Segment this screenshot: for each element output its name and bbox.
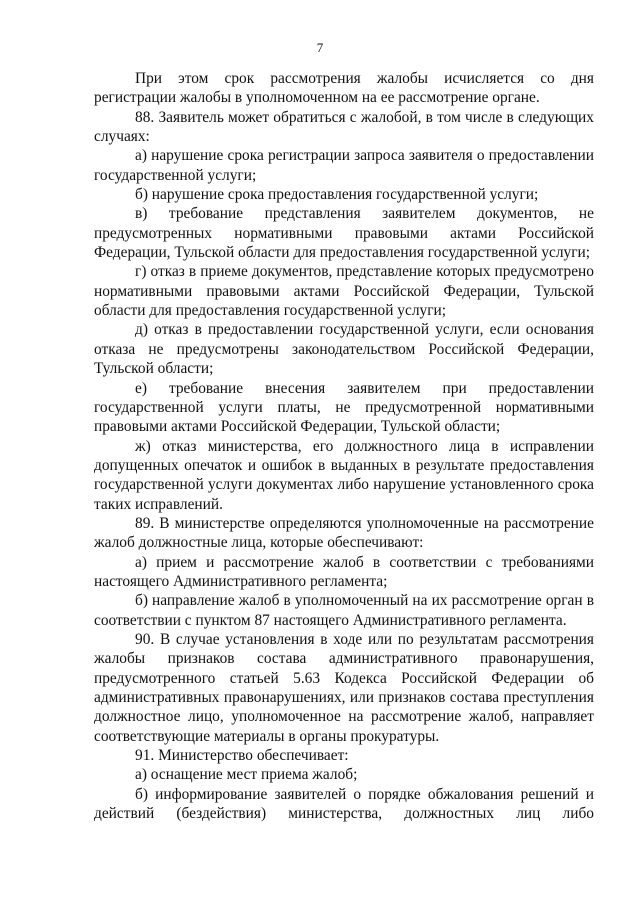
list-item-91a: а) оснащение мест приема жалоб; — [135, 766, 358, 784]
page-number: 7 — [316, 40, 324, 55]
list-item-89a: а) прием и рассмотрение жалоб в соответствии с требованиями настоящего Административного регламента; — [94, 553, 594, 590]
list-item-89b: б) направление жалоб в уполномоченный на их рассмотрение орган в соответствии с пунктом 87 настоящего Административного регламента. — [94, 592, 594, 629]
paragraph-89-intro: 89. В министерстве определяются уполномоченные на рассмотрение жалоб должностные лица, которые обеспечивают: — [94, 514, 594, 552]
list-item-88e: е) требование внесения заявителем при предоставлении государственной услуги платы, не предусмотренной нормативными правовыми актами Российской Федерации, Тульской области; — [94, 379, 594, 436]
paragraph-88-intro: 88. Заявитель может обратиться с жалобой, в том числе в следующих случаях: — [94, 108, 594, 146]
list-item-88b: б) нарушение срока предоставления государственной услуги; — [135, 186, 539, 204]
paragraph-90: 90. В случае установления в ходе или по результатам рассмотрения жалобы признаков состава административного правонарушения, предусмотренного статьей 5.63 Кодекса Российской Федерации об административных правонарушениях, или признаков состава преступления должностное лицо, уполномоченное на рассмотрение жалоб, направляет соответствующие материалы в органы прокуратуры. — [94, 630, 594, 745]
list-item-88v: в) требование представления заявителем документов, не предусмотренных нормативными правовыми актами Российской Федерации, Тульской области для предоставления государственной услуги; — [94, 205, 594, 262]
list-item-88d: д) отказ в предоставлении государственной услуги, если основания отказа не предусмотрены законодательством Российской Федерации, Тульской области; — [94, 321, 594, 378]
paragraph-review-period: При этом срок рассмотрения жалобы исчисляется со дня регистрации жалобы в уполномоченном на ее рассмотрение органе. — [94, 70, 594, 107]
document-body — [94, 69, 594, 823]
list-item-88g: г) отказ в приеме документов, представление которых предусмотрено нормативными правовыми актами Российской Федерации, Тульской области для предоставления государственной услуги; — [94, 263, 594, 320]
paragraph-91-intro: 91. Министерство обеспечивает: — [135, 747, 349, 765]
list-item-88a: а) нарушение срока регистрации запроса заявителя о предоставлении государственной услуги; — [94, 147, 594, 184]
list-item-91b: б) информирование заявителей о порядке обжалования решений и действий (бездействия) министерства, должностных лиц либо — [94, 785, 594, 823]
list-item-88zh: ж) отказ министерства, его должностного лица в исправлении допущенных опечаток и ошибок в выданных в результате предоставления государственной услуги документах либо нарушение установленного срока таких исправлений. — [94, 437, 594, 513]
